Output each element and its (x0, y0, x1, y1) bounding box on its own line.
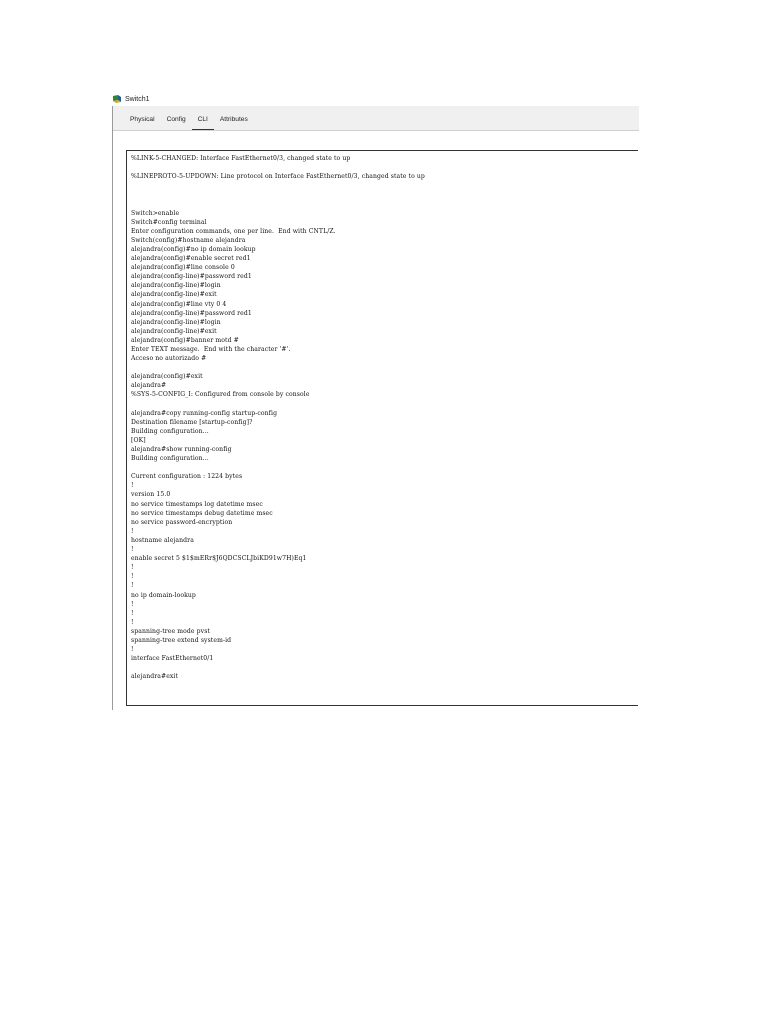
tab-bar (113, 106, 639, 131)
cli-line: Switch#config terminal (131, 218, 207, 226)
tab-config[interactable]: Config (166, 116, 186, 123)
cli-line (131, 400, 634, 409)
cli-line: ! (131, 527, 134, 535)
cli-line: enable secret 5 $1$mERr$J6QDCSCLJbiKD91w7H)Eq1 (131, 555, 307, 563)
cli-line: alejandra# (131, 382, 167, 390)
cli-line (131, 190, 634, 199)
cli-line: ! (131, 546, 134, 554)
tab-cli[interactable]: CLI (192, 116, 214, 130)
cli-line: ! (131, 582, 134, 590)
cli-line: no service password-encryption (131, 518, 233, 526)
cli-line: spanning-tree mode pvst (131, 627, 210, 635)
cli-line: Enter configuration commands, one per line. End with CNTL/Z. (131, 227, 336, 235)
cli-line: Acceso no autorizado # (131, 355, 207, 363)
tab-attributes[interactable]: Attributes (219, 116, 248, 123)
cli-line: no service timestamps debug datetime msec (131, 509, 273, 517)
cli-line: %SYS-5-CONFIG_I: Configured from console by console (131, 391, 310, 399)
cli-line: Current configuration : 1224 bytes (131, 473, 243, 481)
cli-line: no ip domain-lookup (131, 591, 196, 599)
cli-line: alejandra(config)#enable secret red1 (131, 255, 251, 263)
cli-line: %LINK-5-CHANGED: Interface FastEthernet0/3, changed state to up (131, 155, 351, 162)
cli-line: ! (131, 482, 134, 490)
cli-line (131, 463, 634, 472)
cli-line: alejandra(config)#line console 0 (131, 264, 235, 272)
cli-output[interactable] (127, 151, 638, 684)
cli-line: alejandra(config)#exit (131, 373, 203, 381)
cli-line: spanning-tree extend system-id (131, 636, 232, 644)
window-title-bar (112, 93, 150, 105)
cli-line: alejandra#show running-config (131, 446, 232, 453)
cli-line: %LINEPROTO-5-UPDOWN: Line protocol on Interface FastEthernet0/3, changed state to up (131, 173, 425, 181)
cli-line: version 15.0 (131, 491, 171, 499)
cli-line: Switch>enable (131, 209, 180, 217)
cli-line: Building configuration... (131, 427, 209, 435)
cli-line: Building configuration... (131, 455, 209, 463)
cli-line: no service timestamps log datetime msec (131, 500, 263, 508)
cli-line: alejandra(config)#line vty 0 4 (131, 300, 227, 308)
cli-line (131, 363, 634, 372)
cli-line: alejandra(config-line)#exit (131, 291, 217, 299)
cli-line: ! (131, 618, 134, 626)
cli-line: ! (131, 609, 134, 617)
tab-physical[interactable]: Physical (130, 116, 155, 123)
cli-line: alejandra(config-line)#password red1 (131, 273, 252, 281)
cli-line: Enter TEXT message. End with the character '#'. (131, 345, 291, 353)
cli-line (131, 199, 634, 208)
cli-line: alejandra(config)#no ip domain lookup (131, 245, 256, 253)
cli-line: interface FastEthernet0/1 (131, 655, 214, 663)
packet-tracer-device-icon (112, 94, 122, 104)
cli-line: ! (131, 600, 134, 608)
device-window (112, 106, 639, 710)
cli-line: alejandra#copy running-config startup-config (131, 409, 278, 417)
cli-line: [OK] (131, 436, 146, 444)
window-title: Switch1 (125, 95, 150, 103)
cli-line: alejandra(config-line)#password red1 (131, 309, 252, 317)
cli-line: alejandra(config-line)#login (131, 318, 221, 326)
cli-line: alejandra(config)#banner motd # (131, 336, 239, 344)
cli-line: ! (131, 646, 134, 654)
cli-line: alejandra(config-line)#login (131, 282, 221, 290)
cli-line: alejandra(config-line)#exit (131, 327, 217, 335)
cli-line: Destination filename [startup-config]? (131, 418, 253, 426)
cli-line: ! (131, 564, 134, 572)
cli-line (131, 163, 634, 172)
cli-line: ! (131, 573, 134, 581)
cli-line: Switch(config)#hostname alejandra (131, 236, 246, 244)
cli-line (131, 663, 634, 672)
cli-line (131, 181, 634, 190)
cli-line: hostname alejandra (131, 536, 194, 544)
cli-console[interactable] (126, 150, 638, 706)
cli-line: alejandra#exit (131, 673, 179, 681)
